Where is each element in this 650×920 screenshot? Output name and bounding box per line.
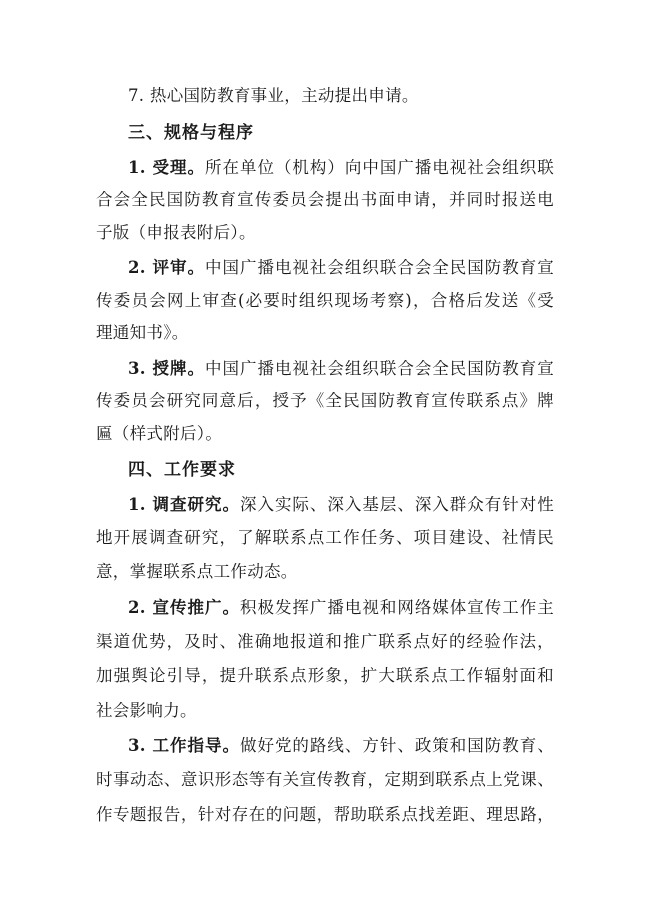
paragraph-3-2-lead: 2. 评审。 bbox=[128, 258, 206, 277]
paragraph-3-3-lead: 3. 授牌。 bbox=[128, 359, 206, 378]
paragraph-3-2-line-1 bbox=[128, 256, 554, 280]
paragraph-3-1-line-3: 子版（申报表附后）。 bbox=[96, 223, 256, 242]
paragraph-3-1-line-2: 合会全民国防教育宣传委员会提出书面申请，并同时报送电 bbox=[96, 190, 554, 209]
paragraph-4-2-text: 积极发挥广播电视和网络媒体宣传工作主 bbox=[239, 598, 555, 617]
paragraph-4-1-text: 深入实际、深入基层、深入群众有针对性 bbox=[239, 495, 555, 514]
paragraph-3-1-lead: 1. 受理。 bbox=[128, 158, 206, 177]
paragraph-4-1-lead: 1. 调查研究。 bbox=[128, 495, 240, 514]
paragraph-4-1-line-1 bbox=[128, 493, 554, 517]
paragraph-4-3-line-2: 时事动态、意识形态等有关宣传教育，定期到联系点上党课、 bbox=[96, 770, 554, 789]
paragraph-4-3-lead: 3. 工作指导。 bbox=[128, 736, 240, 755]
paragraph-3-3-line-1 bbox=[128, 357, 554, 381]
item-7: 7. 热心国防教育事业，主动提出申请。 bbox=[128, 86, 419, 105]
paragraph-4-1-line-3: 意，掌握联系点工作动态。 bbox=[96, 562, 298, 581]
paragraph-3-3-line-3: 匾（样式附后）。 bbox=[96, 424, 223, 443]
paragraph-4-2-line-3: 加强舆论引导，提升联系点形象，扩大联系点工作辐射面和 bbox=[96, 666, 554, 685]
paragraph-4-1-line-2: 地开展调查研究，了解联系点工作任务、项目建设、社情民 bbox=[96, 528, 554, 547]
paragraph-3-2-text: 中国广播电视社会组织联合会全民国防教育宣 bbox=[205, 258, 555, 277]
paragraph-4-3-line-3: 作专题报告，针对存在的问题，帮助联系点找差距、理思路， bbox=[96, 805, 554, 824]
paragraph-3-3-line-2: 传委员会研究同意后，授予《全民国防教育宣传联系点》牌 bbox=[96, 391, 554, 410]
paragraph-4-2-line-4: 社会影响力。 bbox=[96, 701, 197, 720]
paragraph-3-1-text: 所在单位（机构）向中国广播电视社会组织联 bbox=[205, 158, 555, 177]
paragraph-3-3-text: 中国广播电视社会组织联合会全民国防教育宣 bbox=[205, 359, 555, 378]
section-heading-3: 三、规格与程序 bbox=[128, 123, 254, 143]
paragraph-4-2-line-1 bbox=[128, 596, 554, 620]
paragraph-4-2-lead: 2. 宣传推广。 bbox=[128, 598, 240, 617]
paragraph-3-2-line-3: 理通知书》。 bbox=[96, 323, 189, 342]
paragraph-3-2-line-2: 传委员会网上审查(必要时组织现场考察)，合格后发送《受 bbox=[96, 291, 554, 310]
paragraph-3-1-line-1 bbox=[128, 156, 554, 180]
paragraph-4-3-text: 做好党的路线、方针、政策和国防教育、 bbox=[239, 736, 555, 755]
paragraph-4-3-line-1 bbox=[128, 734, 554, 758]
paragraph-4-2-line-2: 渠道优势，及时、准确地报道和推广联系点好的经验作法， bbox=[96, 632, 554, 651]
section-heading-4: 四、工作要求 bbox=[128, 460, 236, 480]
